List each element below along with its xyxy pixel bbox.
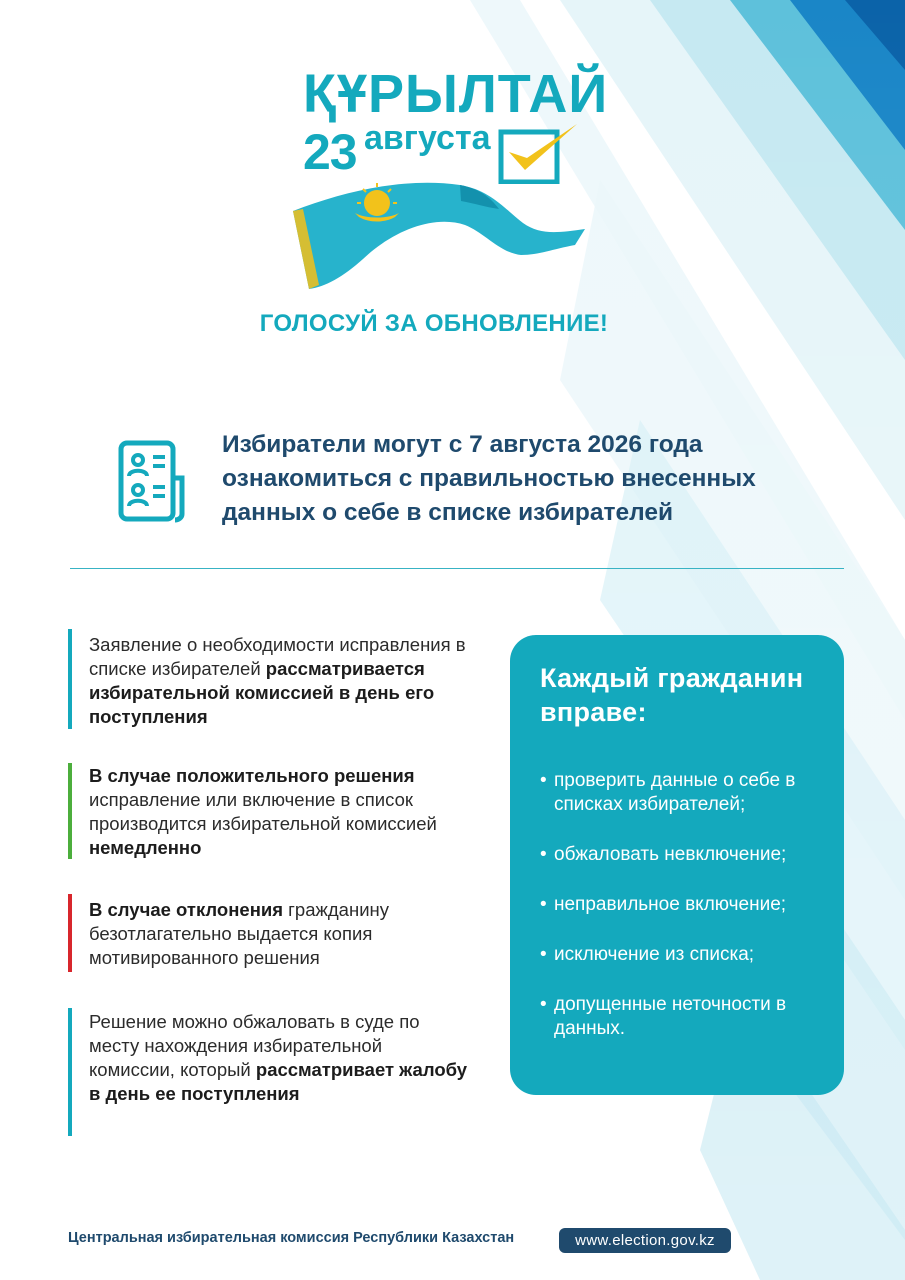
logo-date-month: августа (364, 119, 491, 157)
info-text: гражданину безотлагательно выдается копия мотивированного решения (89, 899, 389, 968)
panel-title: Каждый гражданин вправе: (540, 663, 804, 727)
info-block-appeal (68, 1008, 468, 1136)
website-link[interactable]: www.election.gov.kz (559, 1228, 731, 1253)
divider (70, 568, 844, 569)
info-bold: рассматривается избирательной комиссией в день его поступления (89, 658, 435, 727)
rights-list-item: • проверить данные о себе в списках избирателей; (540, 769, 826, 817)
info-text: Заявление о необходимости исправления в списке избирателей (89, 634, 466, 679)
info-text: исправление или включение в список производится избирательной комиссией (89, 789, 437, 834)
kazakhstan-flag-ribbon (285, 163, 590, 298)
info-bold: немедленно (89, 837, 202, 858)
info-text: Решение можно обжаловать в суде по месту нахождения избирательной комиссии, который (89, 1011, 420, 1080)
rights-list-item: • исключение из списка; (540, 943, 826, 967)
logo-date-day: 23 (303, 124, 357, 180)
rights-list-item: • допущенные неточности в данных. (540, 993, 826, 1041)
info-block-application (68, 629, 468, 729)
rights-list-item: • обжаловать невключение; (540, 843, 826, 867)
info-bold: В случае положительного решения (89, 765, 415, 786)
logo-title: ҚҰРЫЛТАЙ (303, 64, 609, 124)
rights-list (540, 769, 826, 1041)
slogan: ГОЛОСУЙ ЗА ОБНОВЛЕНИЕ! (259, 310, 609, 337)
headline: Избиратели могут с 7 августа 2026 года ознакомиться с правильностью внесенных данных о себе в списке избирателей (222, 431, 756, 526)
info-block-positive-decision (68, 763, 468, 859)
info-block-rejection (68, 894, 468, 972)
info-bold: В случае отклонения (89, 899, 284, 920)
rights-list-item: • неправильное включение; (540, 893, 826, 917)
voter-list-icon (118, 440, 186, 524)
footer-organization: Центральная избирательная комиссия Республики Казахстан (68, 1230, 515, 1246)
info-bold: рассматривает жалобу в день ее поступления (89, 1059, 468, 1104)
citizen-rights-panel (510, 635, 844, 1095)
